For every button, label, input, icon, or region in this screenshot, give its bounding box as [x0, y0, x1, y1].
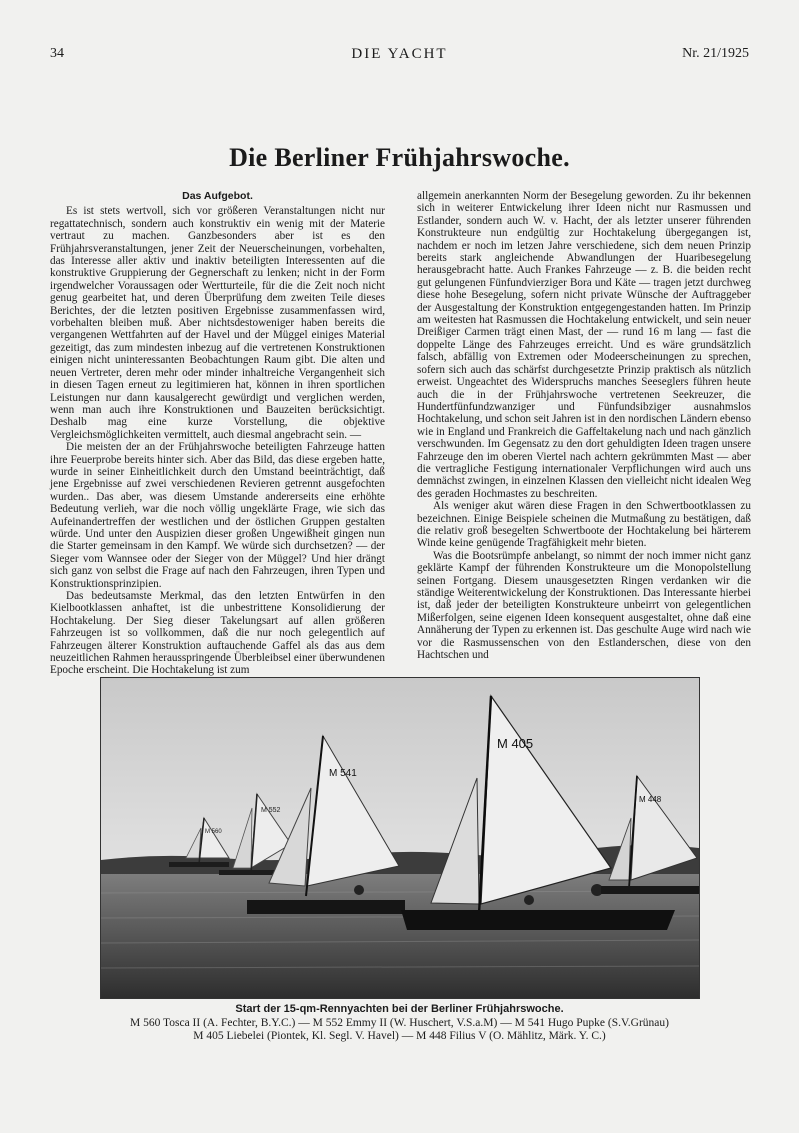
page-number: 34 — [50, 46, 64, 61]
sail-number: M 541 — [329, 768, 357, 779]
paragraph: Die meisten der an der Frühjahrswoche beteiligten Fahrzeuge hatten ihre Feuerprobe bereits hinter sich. Aber das Bild, das diese ergeben hatte, wurde in seiner Einheitlichkeit durch den Umstand beeinträchtigt, daß jene Ergebnisse auf zwei verschiedenen Revieren getrennt ausgefochten wurden.. Das aber, was diesem Umstande andererseits eine erhöhte Bedeutung verlieh, war die noch völlig ungeklärte Frage, wie sich das Aufeinandertreffen der westlichen und der östlichen Gruppen gestalten würde. Und unter den Auspizien dieser großen Ungewißheit gingen nun die Starter gemeinsam in den Kampf. We würde sich durchsetzen? — der Sieger vom Wannsee oder der Sieger von der Müggel? Und hier drängt sich ganz von selbst die Frage auf nach den Fahrzeugen, ihren Typen und Konstruktionsprinzipien. — [50, 441, 385, 590]
section-heading: Das Aufgebot. — [182, 190, 253, 202]
sail-number: M 448 — [639, 795, 662, 804]
article-title: Die Berliner Frühjahrswoche. — [229, 143, 570, 172]
right-column — [417, 190, 751, 661]
magazine-title: DIE YACHT — [351, 46, 448, 62]
photo-caption — [0, 1003, 799, 1044]
sail-number: M 405 — [497, 736, 534, 751]
regatta-photo — [100, 677, 700, 999]
issue-number: Nr. 21/1925 — [682, 46, 749, 61]
caption-title: Start der 15-qm-Rennyachten bei der Berliner Frühjahrswoche. — [235, 1003, 564, 1015]
left-column — [50, 190, 385, 677]
paragraph: Es ist stets wertvoll, sich vor größeren Veranstaltungen nicht nur regattatechnisch, sondern auch konstruktiv ein wenig mit der Materie vertraut zu machen. Ganzbesonders aber ist es den Frühjahrsveranstaltungen, jener Zeit der Neuerscheinungen, vorbehalten, das Interesse aller aktiv und inaktiv beteiligten Interessenten auf die konstruktive Gruppierung der Gegnerschaft zu lenken; nicht in der Form irgendwelcher Voraussagen oder Wertturteile, für die die Zeit noch nicht genug gearbeitet hat, und deren Überprüfung dem zweiten Teile dieses Berichtes, der die letzten positiven Ergebnisse zusammenfassen wird, vorbehalten bleiben muß. Aber nichtsdestoweniger haben bereits die vergangenen Wettfahrten auf der Havel und der Müggel einiges Material gezeitigt, das zum mindesten inbezug auf die vertretenen Konstruktionen einigen nicht uninteressanten Beobachtungen Raum gibt. Die alten und neuen Vertreter, deren mehr oder minder inhaltreiche Vergangenheit sich in diesen Tagen erneut zu legitimieren hat, können in ihren sportlichen Leistungen nur dann kausalgerecht gewürdigt und verglichen werden, wenn man auch ihre Konstruktionen und Bauzeiten berücksichtigt. Deshalb mag eine kurze Vorstellung, die objektive Vergleichsmöglichkeiten vermittelt, auch diesmal angebracht sein. — — [50, 205, 385, 441]
sail-number: M 552 — [261, 807, 281, 814]
paragraph: allgemein anerkannten Norm der Besegelung geworden. Zu ihr bekennen sich in weiterer Entwickelung ihrer Ideen nicht nur Rasmussen und Estlander, sondern auch W. v. Hacht, der als letzter unserer führenden Konstrukteure nun endgültig zur Hochtakelung übergegangen ist, nachdem er noch im letzen Jahre verschiedene, sich dem neuen Prinzip bereits stark angleichende Abwandlungen der Huaribesegelung herausgebracht hatte. Auch Frankes Fahrzeuge — z. B. die beiden recht gut gelungenen Fünfundvierziger Bora und Käte — tragen jetzt durchweg diese hohe Besegelung, sofern nicht private Wünsche der Auftraggeber der Ausgestaltung der Konstruktion entgegengestanden hatten. Im Prinzip am weitesten hat Rasmussen die Hochtakelung entwickelt, und sein neuer Dreißiger Carmen trägt einen Mast, der — rund 16 m lang — fast die doppelte Länge des Fahrzeuges erreicht. Und es wäre grundsätzlich falsch, abfällig von Extremen oder Modeerscheinungen zu sprechen, sofern sich auch das schärfst durchgesetzte Prinzip praktisch als nützlich erweist. Ungeachtet des Widerspruchs manches Seeseglers führen heute auch die in der Frühjahrswoche vertretenen Seekreuzer, die Hundertfünfundzwanziger und Fünfundsibziger ausnahmslos Hochtakelung, und schon seit Jahren ist in den nordischen Ländern ebenso wie in England und Frankreich die Gaffeltakelung nach und nach gänzlich verschwunden. Im Gegensatz zu den dort gehuldigten Ideen tragen unsere Fahrzeuge den im oberen Viertel nach achtern gekrümmten Mast — aber die vertragliche Festigung internationaler Verpflichungen wird auch uns demnächst zwingen, in einzelnen Klassen den vielleicht nicht idealen Weg des geraden Hochmastes zu beschreiten. — [417, 190, 751, 500]
caption-line: M 560 Tosca II (A. Fechter, B.Y.C.) — M 552 Emmy II (W. Huschert, V.S.a.M) — M 541 Hugo Pupke (S.V.Grünau) — [130, 1016, 669, 1029]
caption-line: M 405 Liebelei (Piontek, Kl. Segl. V. Havel) — M 448 Filius V (O. Mählitz, Märk. Y. C.) — [193, 1030, 606, 1042]
regatta-photo-image — [101, 678, 699, 998]
running-head — [0, 46, 799, 66]
sail-number: M 560 — [205, 829, 222, 835]
paragraph: Was die Bootsrümpfe anbelangt, so nimmt der noch immer nicht ganz geklärte Kampf der führenden Konstrukteure um die Monopolstellung seinen Fortgang. Diesem unausgesetzten Ringen verdanken wir die ständige Weiterentwickelung der Konstruktionen. Das Interessante hierbei ist, daß jeder der beteiligten Konstrukteure unbeirrt von gelegentlichen Mißerfolgen, seine eigenen Ideen konsequent ausgestaltet, ohne daß eine Annäherung der Typen zu erkennen ist. Das geschulte Auge wird nach wie vor die Rasmussenschen von den Estlanderschen, diese von den Hachtschen und — [417, 549, 751, 662]
paragraph: Als weniger akut wären diese Fragen in den Schwertbootklassen zu bezeichnen. Einige Beispiele scheinen die Mutmaßung zu bestätigen, daß die relativ groß besegelten Schwertboote der Hochtakelung bei härterem Winde keine genügende Tragfähigkeit mehr bieten. — [417, 500, 751, 550]
paragraph: Das bedeutsamste Merkmal, das den letzten Entwürfen in den Kielbootklassen anhaftet, ist die unbestrittene Konsolidierung der Hochtakelung. Der Sieg dieser Takelungsart auf allen größeren Fahrzeugen ist so vollkommen, daß die nur noch gelegentlich auf Fahrzeugen älterer Konstruktion auftauchende Gaffel als das aus dem neuzeitlichen Rahmen herausspringende Überbleibsel einer überwundenen Epoche erscheint. Die Hochtakelung ist zum — [50, 590, 385, 677]
